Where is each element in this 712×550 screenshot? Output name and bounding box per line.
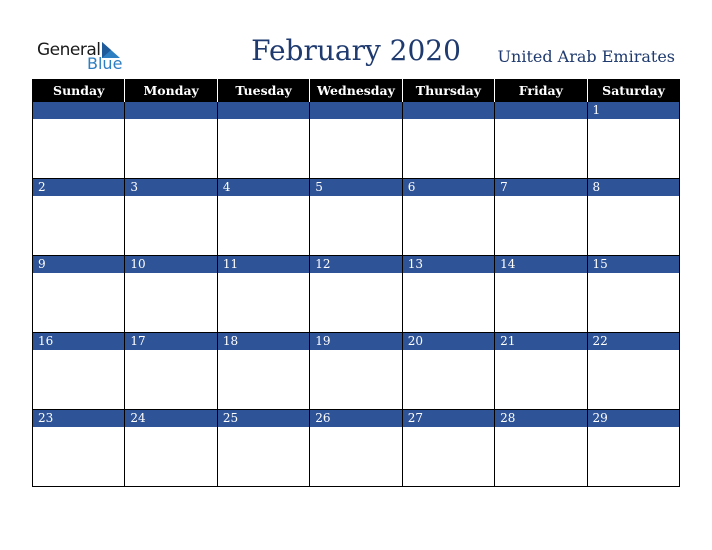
week-row <box>33 179 680 256</box>
day-cell[interactable] <box>33 333 125 410</box>
page-title: February 2020 <box>251 34 461 67</box>
calendar-grid <box>32 79 680 487</box>
day-number: 16 <box>33 333 124 350</box>
day-number <box>33 102 124 119</box>
day-cell[interactable] <box>33 179 125 256</box>
day-number: 10 <box>125 256 216 273</box>
day-cell[interactable] <box>587 256 679 333</box>
weekday-header: Wednesday <box>310 79 402 102</box>
day-cell[interactable] <box>310 179 402 256</box>
day-cell[interactable] <box>125 179 217 256</box>
day-number: 28 <box>495 410 586 427</box>
day-cell[interactable] <box>402 256 494 333</box>
country-label: United Arab Emirates <box>497 47 675 66</box>
week-row <box>33 410 680 487</box>
day-cell[interactable] <box>217 179 309 256</box>
day-cell[interactable] <box>217 256 309 333</box>
day-number: 7 <box>495 179 586 196</box>
day-cell[interactable] <box>310 333 402 410</box>
day-number: 9 <box>33 256 124 273</box>
day-cell[interactable] <box>125 333 217 410</box>
day-cell[interactable] <box>33 410 125 487</box>
day-cell[interactable] <box>495 333 587 410</box>
day-cell[interactable] <box>402 102 494 179</box>
day-number: 25 <box>218 410 309 427</box>
day-cell[interactable] <box>402 410 494 487</box>
day-number: 17 <box>125 333 216 350</box>
day-cell[interactable] <box>125 410 217 487</box>
week-row <box>33 102 680 179</box>
day-number: 1 <box>588 102 679 119</box>
week-row <box>33 333 680 410</box>
day-cell[interactable] <box>587 333 679 410</box>
logo-word-general: General <box>37 40 101 60</box>
weekday-header: Friday <box>495 79 587 102</box>
day-cell[interactable] <box>217 102 309 179</box>
day-number: 8 <box>588 179 679 196</box>
day-cell[interactable] <box>587 410 679 487</box>
day-number: 22 <box>588 333 679 350</box>
day-cell[interactable] <box>402 179 494 256</box>
day-cell[interactable] <box>310 256 402 333</box>
day-cell[interactable] <box>217 410 309 487</box>
weekday-header: Thursday <box>402 79 494 102</box>
day-number: 26 <box>310 410 401 427</box>
day-cell[interactable] <box>402 333 494 410</box>
day-number: 6 <box>403 179 494 196</box>
day-cell[interactable] <box>310 410 402 487</box>
day-number: 4 <box>218 179 309 196</box>
day-cell[interactable] <box>310 102 402 179</box>
day-number: 3 <box>125 179 216 196</box>
weekday-header: Saturday <box>587 79 679 102</box>
day-cell[interactable] <box>587 179 679 256</box>
day-number: 15 <box>588 256 679 273</box>
day-cell[interactable] <box>125 256 217 333</box>
day-number: 21 <box>495 333 586 350</box>
day-number: 5 <box>310 179 401 196</box>
day-number: 2 <box>33 179 124 196</box>
day-cell[interactable] <box>495 179 587 256</box>
weekday-header: Sunday <box>33 79 125 102</box>
weekday-header: Tuesday <box>217 79 309 102</box>
day-number: 14 <box>495 256 586 273</box>
logo-word-blue: Blue <box>87 54 123 73</box>
day-number <box>310 102 401 119</box>
weekday-header-row <box>33 79 680 102</box>
day-number: 13 <box>403 256 494 273</box>
weekday-header: Monday <box>125 79 217 102</box>
day-number <box>218 102 309 119</box>
day-cell[interactable] <box>587 102 679 179</box>
day-number <box>125 102 216 119</box>
day-number: 19 <box>310 333 401 350</box>
day-number: 12 <box>310 256 401 273</box>
day-cell[interactable] <box>33 256 125 333</box>
day-cell[interactable] <box>33 102 125 179</box>
day-cell[interactable] <box>125 102 217 179</box>
day-number: 20 <box>403 333 494 350</box>
day-number: 11 <box>218 256 309 273</box>
day-cell[interactable] <box>495 102 587 179</box>
day-number: 23 <box>33 410 124 427</box>
day-cell[interactable] <box>495 256 587 333</box>
day-cell[interactable] <box>495 410 587 487</box>
day-cell[interactable] <box>217 333 309 410</box>
day-number: 29 <box>588 410 679 427</box>
week-row <box>33 256 680 333</box>
day-number: 18 <box>218 333 309 350</box>
day-number: 27 <box>403 410 494 427</box>
day-number <box>495 102 586 119</box>
day-number: 24 <box>125 410 216 427</box>
day-number <box>403 102 494 119</box>
